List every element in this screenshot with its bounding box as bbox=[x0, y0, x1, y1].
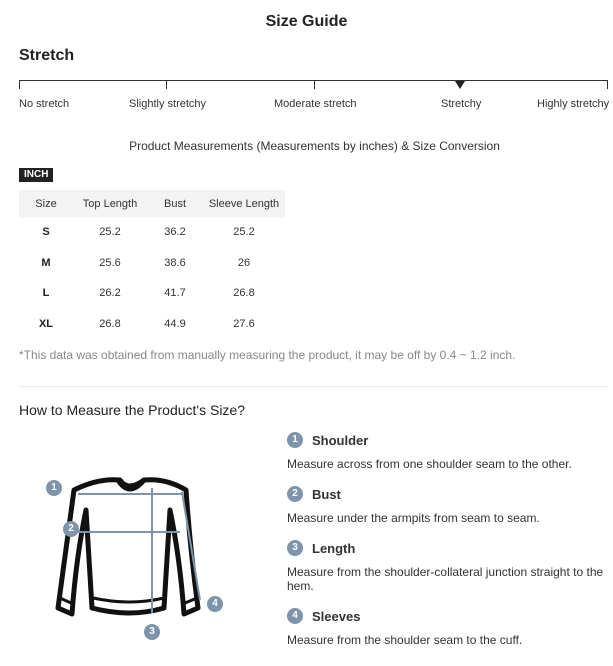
diagram-marker-1: 1 bbox=[46, 480, 62, 496]
step-title-sleeves: Sleeves bbox=[312, 609, 361, 624]
table-cell: 44.9 bbox=[164, 317, 186, 330]
table-cell: 41.7 bbox=[164, 287, 186, 300]
column-header: Sleeve Length bbox=[203, 190, 285, 217]
step-number-2: 2 bbox=[287, 486, 303, 502]
step-number-4: 4 bbox=[287, 608, 303, 624]
stretch-scale bbox=[19, 80, 608, 92]
size-table bbox=[19, 190, 285, 339]
table-cell: L bbox=[42, 287, 50, 300]
stretch-label-none: No stretch bbox=[19, 98, 70, 110]
how-to-measure-heading: How to Measure the Product's Size? bbox=[19, 402, 246, 418]
measurement-note: *This data was obtained from manually measuring the product, it may be off by 0.4 ~ 1.2 inch. bbox=[19, 348, 516, 362]
measurements-subtitle: Product Measurements (Measurements by inches) & Size Conversion bbox=[129, 139, 500, 153]
stretch-label-moderate: Moderate stretch bbox=[274, 98, 357, 110]
stretch-tick bbox=[607, 80, 608, 89]
table-cell: 25.2 bbox=[99, 226, 121, 239]
step-description-length: Measure from the shoulder-collateral junction straight to the hem. bbox=[287, 565, 604, 593]
table-cell: 38.6 bbox=[164, 256, 186, 269]
table-cell: XL bbox=[38, 317, 54, 330]
table-cell: 25.2 bbox=[233, 226, 255, 239]
column-header: Size bbox=[19, 190, 73, 217]
table-row bbox=[19, 278, 285, 309]
stretch-tick bbox=[19, 80, 20, 89]
stretch-tick bbox=[314, 80, 315, 89]
diagram-marker-4: 4 bbox=[207, 596, 223, 612]
table-cell: 36.2 bbox=[164, 226, 186, 239]
diagram-marker-2: 2 bbox=[63, 521, 79, 537]
table-cell: 26.2 bbox=[99, 287, 121, 300]
diagram-marker-3: 3 bbox=[144, 624, 160, 640]
table-cell: S bbox=[42, 226, 50, 239]
stretch-heading: Stretch bbox=[19, 47, 75, 64]
table-cell: 26.8 bbox=[99, 317, 121, 330]
sweater-diagram-icon bbox=[40, 468, 230, 648]
column-header: Top Length bbox=[73, 190, 147, 217]
stretch-label-slight: Slightly stretchy bbox=[129, 98, 207, 110]
section-divider bbox=[19, 386, 608, 387]
stretch-tick bbox=[166, 80, 167, 89]
page-title: Size Guide bbox=[265, 13, 348, 30]
table-cell: 27.6 bbox=[233, 317, 255, 330]
step-number-1: 1 bbox=[287, 432, 303, 448]
step-description-sleeves: Measure from the shoulder seam to the cuff. bbox=[287, 633, 523, 647]
step-number-3: 3 bbox=[287, 540, 303, 556]
step-title-length: Length bbox=[312, 541, 356, 556]
table-cell: M bbox=[41, 256, 51, 269]
table-row bbox=[19, 248, 285, 279]
stretch-label-stretchy: Stretchy bbox=[441, 98, 482, 110]
step-title-bust: Bust bbox=[312, 487, 341, 502]
stretch-label-high: Highly stretchy bbox=[537, 98, 610, 110]
table-row bbox=[19, 309, 285, 340]
table-row bbox=[19, 217, 285, 248]
step-title-shoulder: Shoulder bbox=[312, 433, 369, 448]
table-cell: 26 bbox=[237, 256, 251, 269]
table-cell: 26.8 bbox=[233, 287, 255, 300]
table-cell: 25.6 bbox=[99, 256, 121, 269]
table-header-row bbox=[19, 190, 285, 217]
step-description-shoulder: Measure across from one shoulder seam to the other. bbox=[287, 457, 572, 471]
unit-badge[interactable]: INCH bbox=[19, 168, 53, 182]
stretch-marker-icon bbox=[455, 81, 465, 89]
column-header: Bust bbox=[147, 190, 203, 217]
step-description-bust: Measure under the armpits from seam to seam. bbox=[287, 511, 540, 525]
